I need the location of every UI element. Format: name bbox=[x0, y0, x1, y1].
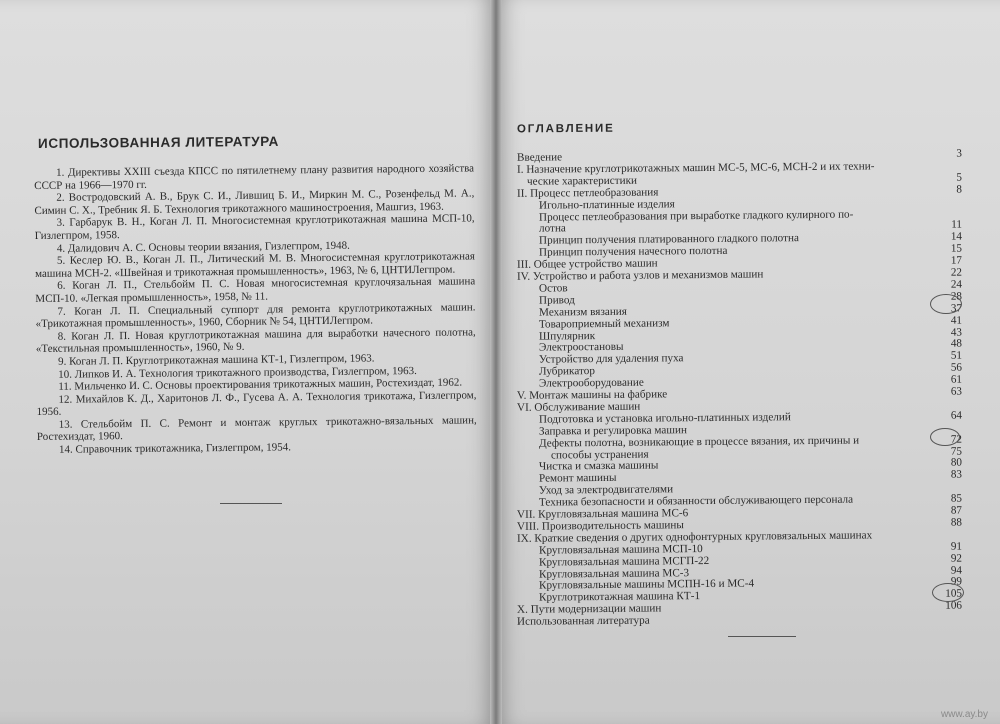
toc-entry-title: Уход за электродвигателями bbox=[538, 483, 674, 497]
toc-entry-title: V. Монтаж машины на фабрике bbox=[516, 388, 668, 402]
toc-entry-title: Ремонт машины bbox=[538, 472, 617, 485]
toc-entry-page: 92 bbox=[950, 552, 963, 565]
right-end-rule bbox=[728, 636, 796, 637]
toc-entry-page: 15 bbox=[950, 242, 963, 255]
toc-entry-page: 83 bbox=[950, 468, 963, 481]
toc-entry-title: Дефекты полотна, возникающие в процессе вязания, их причины и bbox=[538, 434, 860, 450]
toc-entry-title: Кругловязальные машины МСПН-16 и МС-4 bbox=[538, 577, 755, 592]
toc-entry-title: Игольно-платинные изделия bbox=[538, 197, 675, 212]
toc-entry-title: Круглотрикотажная машина КТ-1 bbox=[538, 590, 701, 604]
reference-item: 14. Справочник трикотажника, Гизлегпром, 1954. bbox=[58, 441, 292, 456]
toc-entry-title: Привод bbox=[538, 294, 575, 307]
toc-entry-page: 24 bbox=[950, 278, 963, 291]
toc-entry-page: 5 bbox=[956, 171, 963, 184]
toc-entry-title: Лубрикатор bbox=[538, 365, 595, 378]
toc-entry-title: лотна bbox=[538, 222, 566, 235]
toc-entry-page: 106 bbox=[945, 599, 963, 612]
toc-entry-page: 37 bbox=[950, 302, 963, 315]
toc-entry-title: Электрооборудование bbox=[538, 376, 644, 390]
toc-entry-title: VII. Кругловязальная машина МС-6 bbox=[516, 507, 689, 521]
references-list bbox=[34, 162, 477, 456]
toc-entry-page: 48 bbox=[950, 337, 963, 351]
toc-entry-title: Механизм вязания bbox=[538, 305, 627, 319]
toc-entry-title: I. Назначение круглотрикотажных машин МС-5, МС-6, МСН-2 и их техни- bbox=[516, 160, 875, 176]
toc-entry-page: 8 bbox=[956, 183, 963, 196]
toc-entry-page: 63 bbox=[950, 385, 963, 398]
toc-entry-page: 51 bbox=[950, 349, 963, 362]
toc-entry-title: способы устранения bbox=[550, 448, 649, 461]
toc-entry-title: IX. Краткие сведения о других однофонтурных кругловязальных машинах bbox=[516, 529, 873, 545]
toc-entry-title: Принцип получения платированного гладкого полотна bbox=[538, 232, 799, 247]
reference-item: 3. Гарбарук В. Н., Коган Л. П. Многосистемная круглотрикотажная машина МСП-10, Гизлегпром, 1958. bbox=[34, 212, 475, 242]
toc-entry-title: Принцип получения начесного полотна bbox=[538, 244, 728, 259]
toc-entry-title: ческие характеристики bbox=[526, 174, 638, 188]
toc-entry-page: 3 bbox=[956, 147, 963, 160]
toc-entry-title: II. Процесс петлеобразования bbox=[516, 186, 659, 200]
toc-entry-title: VI. Обслуживание машин bbox=[516, 400, 641, 414]
toc-entry-page: 91 bbox=[950, 540, 963, 553]
toc-entry-page: 64 bbox=[950, 409, 963, 422]
toc-title: ОГЛАВЛЕНИЕ bbox=[516, 122, 615, 136]
toc-entry-page: 14 bbox=[950, 230, 963, 243]
reference-item: 9. Коган Л. П. Круглотрикотажная машина КТ-1, Гизлегпром, 1963. bbox=[57, 352, 375, 368]
toc-entry-page: 61 bbox=[950, 373, 963, 386]
toc-entry-title: Товароприемный механизм bbox=[538, 316, 670, 331]
reference-item: 5. Кеслер Ю. В., Коган Л. П., Литический М. В. Многосистемная круглотрикотажная машина МСН-2. «Швейная и трикотажная промышленность», 1963, № 6, ЦНТИЛегпром. bbox=[35, 250, 476, 280]
toc-entry-page: 72 bbox=[950, 433, 963, 446]
toc-entry-title: Шпулярник bbox=[538, 329, 596, 343]
toc-entry-title: Введение bbox=[516, 151, 563, 164]
watermark: www.ay.by bbox=[940, 709, 988, 720]
toc-entry-page: 88 bbox=[950, 516, 963, 529]
reference-item: 13. Стельбойм П. С. Ремонт и монтаж круглых трикотажно-вязальных машин, Ростехиздат, 1960. bbox=[36, 414, 477, 444]
toc-entry-page: 28 bbox=[950, 290, 963, 303]
reference-item: 1. Директивы XXIII съезда КПСС по пятилетнему плану развития народного хозяйства СССР на 1966—1970 гг. bbox=[34, 162, 475, 192]
toc-entry-page: 43 bbox=[950, 326, 963, 339]
toc-entry-title: Устройство для удаления пуха bbox=[538, 352, 684, 366]
reference-item: 2. Востродовский А. В., Брук С. И., Лившиц Б. И., Миркин М. С., Розенфельд М. А., Симин С. Х., Требник Я. Б. Технология трикотажного машиностроения, Машгиз, 1963. bbox=[34, 187, 475, 217]
reference-item: 12. Михайлов К. Д., Харитонов Л. Ф., Гусева А. А. Технология трикотажа, Гизлегпром, 1956. bbox=[36, 389, 477, 419]
reference-item: 7. Коган Л. П. Специальный суппорт для ремонта круглотрикотажных машин. «Трикотажная промышленность», 1960, Сборник № 54, ЦНТИЛегпром. bbox=[35, 300, 476, 331]
reference-item: 6. Коган Л. П., Стельбойм П. С. Новая многосистемная круглочязальная машина МСП-10. «Легкая промышленность», 1958, № 11. bbox=[35, 275, 476, 305]
toc-entry-page: 17 bbox=[950, 254, 963, 267]
toc-entry-title: Использованная литература bbox=[516, 614, 650, 628]
toc-entry-page: 22 bbox=[950, 266, 963, 279]
toc-entry-page: 105 bbox=[945, 587, 963, 600]
reference-item: 11. Мильченко И. С. Основы проектирования трикотажных машин, Ростехиздат, 1962. bbox=[58, 376, 463, 393]
toc-entry-title: Техника безопасности и обязанности обслуживающего персонала bbox=[538, 493, 854, 509]
pencil-circle-mark bbox=[932, 583, 964, 602]
toc-entry-title: Заправка и регулировка машин bbox=[538, 423, 687, 438]
toc-entry-page: 94 bbox=[950, 564, 963, 577]
toc-entry-title: Кругловязальная машина МС-3 bbox=[538, 566, 690, 581]
toc-list bbox=[497, 0, 1000, 724]
toc-entry-page: 87 bbox=[950, 504, 963, 517]
toc-entry-title: Чистка и смазка машины bbox=[538, 459, 659, 473]
toc-entry-title: Процесс петлеобразования при выработке гладкого кулирного по- bbox=[538, 208, 854, 224]
toc-entry-title: VIII. Производительность машины bbox=[516, 519, 684, 533]
reference-item: 10. Липков И. А. Технология трикотажного производства, Гизлегпром, 1963. bbox=[58, 364, 417, 381]
toc-entry-page: 75 bbox=[950, 445, 963, 458]
toc-entry-title: IV. Устройство и работа узлов и механизмов машин bbox=[516, 268, 764, 283]
toc-entry-page: 56 bbox=[950, 361, 963, 374]
toc-entry-page: 41 bbox=[950, 314, 963, 327]
pencil-circle-mark bbox=[930, 428, 963, 446]
reference-item: 8. Коган Л. П. Новая круглотрикотажная машина для выработки начесного полотна, «Текстильная промышленность», 1960, № 9. bbox=[35, 326, 476, 356]
left-end-rule bbox=[220, 503, 282, 504]
toc-entry-title: III. Общее устройство машин bbox=[516, 257, 658, 271]
toc-entry-page: 85 bbox=[950, 492, 963, 505]
toc-entry-title: Остов bbox=[538, 282, 568, 295]
reference-item: 4. Далидович А. С. Основы теории вязания, Гизлегпром, 1948. bbox=[56, 239, 350, 255]
toc-entry-page: 99 bbox=[950, 575, 963, 589]
pencil-circle-mark bbox=[930, 294, 962, 314]
toc-entry-page: 80 bbox=[950, 456, 963, 470]
toc-entry-page: 11 bbox=[951, 218, 963, 232]
toc-entry-title: Подготовка и установка игольно-платинных изделий bbox=[538, 410, 791, 426]
toc-entry-title: Электроостановы bbox=[538, 341, 624, 354]
toc-entry-title: X. Пути модернизации машин bbox=[516, 602, 662, 616]
toc-entry-title: Кругловязальная машина МСГП-22 bbox=[538, 554, 710, 569]
references-title: ИСПОЛЬЗОВАННАЯ ЛИТЕРАТУРА bbox=[37, 133, 280, 151]
toc-entry-title: Кругловязальная машина МСП-10 bbox=[538, 542, 703, 557]
